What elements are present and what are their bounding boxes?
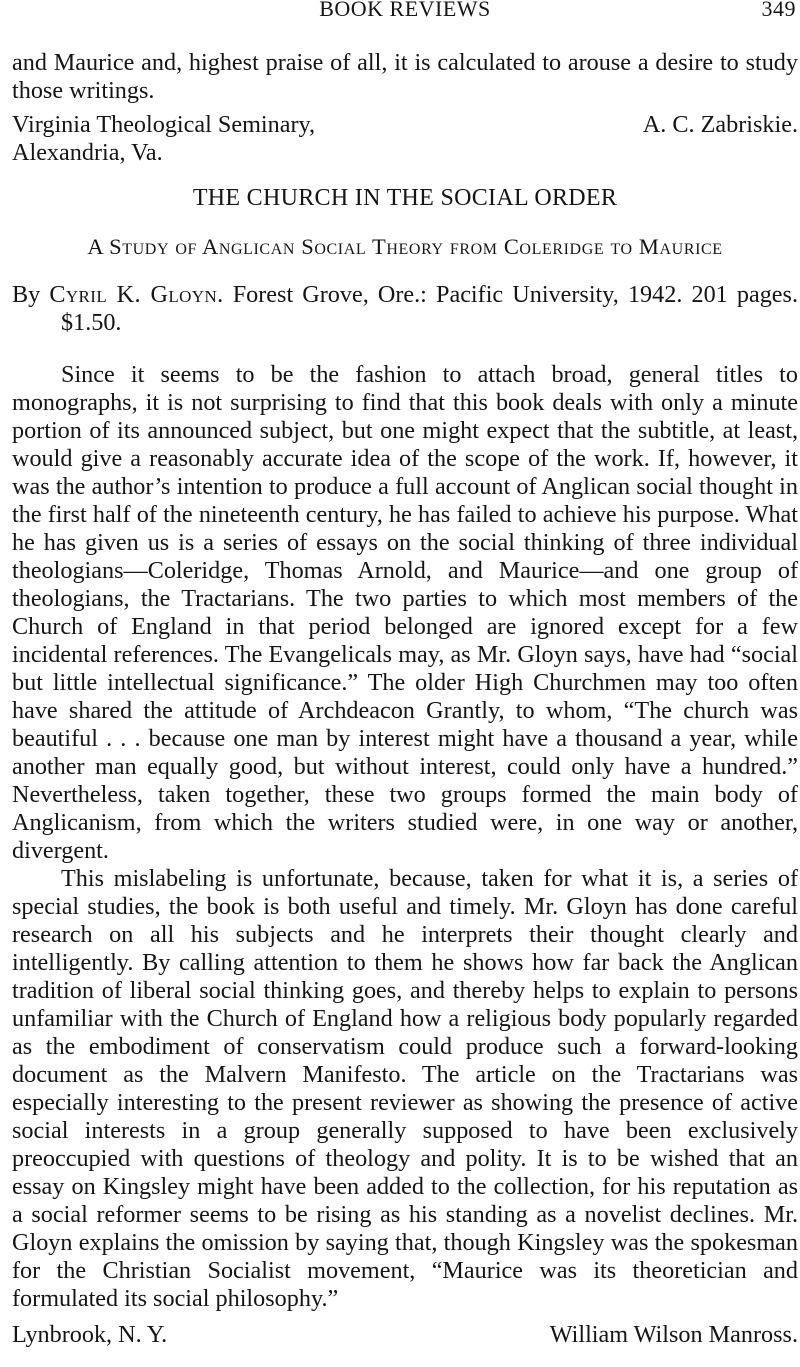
review-paragraph-2: This mislabeling is unfortunate, because, taken for what it is, a series of special studies, the book is both useful and timely. Mr. Gloyn has done careful research on all his subjects and he interprets their thought clearly and intelligently. By calling attention to them he shows how far back the Anglican tradition of liberal social thinking goes, and thereby helps to explain to persons unfamiliar with the Church of England how a religious body popularly regarded as the embodiment of conservatism could produce such a forward-looking document as the Malvern Manifesto. The article on the Tractarians was especially interesting to the present reviewer as showing the presence of active social interests in a group generally supposed to have been exclusively preoccupied with questions of theology and polity. It is to be wished that an essay on Kingsley might have been added to the collection, for his reputation as a social reformer seems to be rising as his standing as a novelist declines. Mr. Gloyn explains the omission by saying that, though Kingsley was the spokesman for the Christian Socialist movement, “Maurice was its theoretician and formulated its social philosophy.”	[12, 865, 798, 1312]
previous-review-location	[12, 139, 798, 167]
previous-review-signature	[12, 111, 798, 139]
previous-reviewer-name: A. C. Zabriskie.	[642, 111, 798, 138]
review-paragraph-1: Since it seems to be the fashion to attach broad, general titles to monographs, it is not surprising to find that this book deals with only a minute portion of its announced subject, but one might expect that the subtitle, at least, would give a reasonably accurate idea of the scope of the work. If, however, it was the author’s intention to produce a full account of Anglican social thought in the first half of the nineteenth century, he has failed to achieve his purpose. What he has given us is a series of essays on the social thinking of three individual theologians—Coleridge, Thomas Arnold, and Maurice—and one group of theologians, the Tractarians. The two parties to which most members of the Church of England in that period belonged are ignored except for a few incidental references. The Evangelicals may, as Mr. Gloyn says, have had “social but little intellectual significance.” The older High Churchmen may too often have shared the attitude of Archdeacon Grantly, to whom, “The church was beautiful . . . because one man by interest might have a thousand a year, while another man equally good, but without interest, could only have a hundred.” Nevertheless, taken together, these two groups formed the main body of Anglicanism, from which the writers studied were, in one way or another, divergent.	[12, 361, 798, 864]
review-body	[12, 361, 798, 1313]
review-signature	[12, 1321, 798, 1349]
running-title: BOOK REVIEWS	[319, 0, 491, 21]
reviewer-location: Lynbrook, N. Y.	[12, 1321, 168, 1348]
byline-by: By	[12, 281, 41, 308]
page-number: 349	[761, 0, 796, 21]
publication-details: Forest Grove, Ore.: Pacific University, 1942. 201 pages. $1.50.	[61, 281, 798, 336]
previous-review-affiliation: Virginia Theological Seminary,	[12, 111, 316, 138]
book-author: Cyril K. Gloyn.	[49, 281, 224, 308]
review-title: THE CHURCH IN THE SOCIAL ORDER	[192, 185, 618, 211]
previous-review-closing-text: and Maurice and, highest praise of all, it is calculated to arouse a desire to study those writings.	[12, 49, 798, 104]
review-subtitle: A Study of Anglican Social Theory from Coleridge to Maurice	[87, 234, 723, 259]
previous-review-city: Alexandria, Va.	[12, 139, 163, 166]
reviewer-name: William Wilson Manross.	[549, 1321, 798, 1348]
journal-page	[12, 0, 798, 1349]
publication-info	[12, 281, 798, 337]
running-header	[12, 0, 798, 26]
